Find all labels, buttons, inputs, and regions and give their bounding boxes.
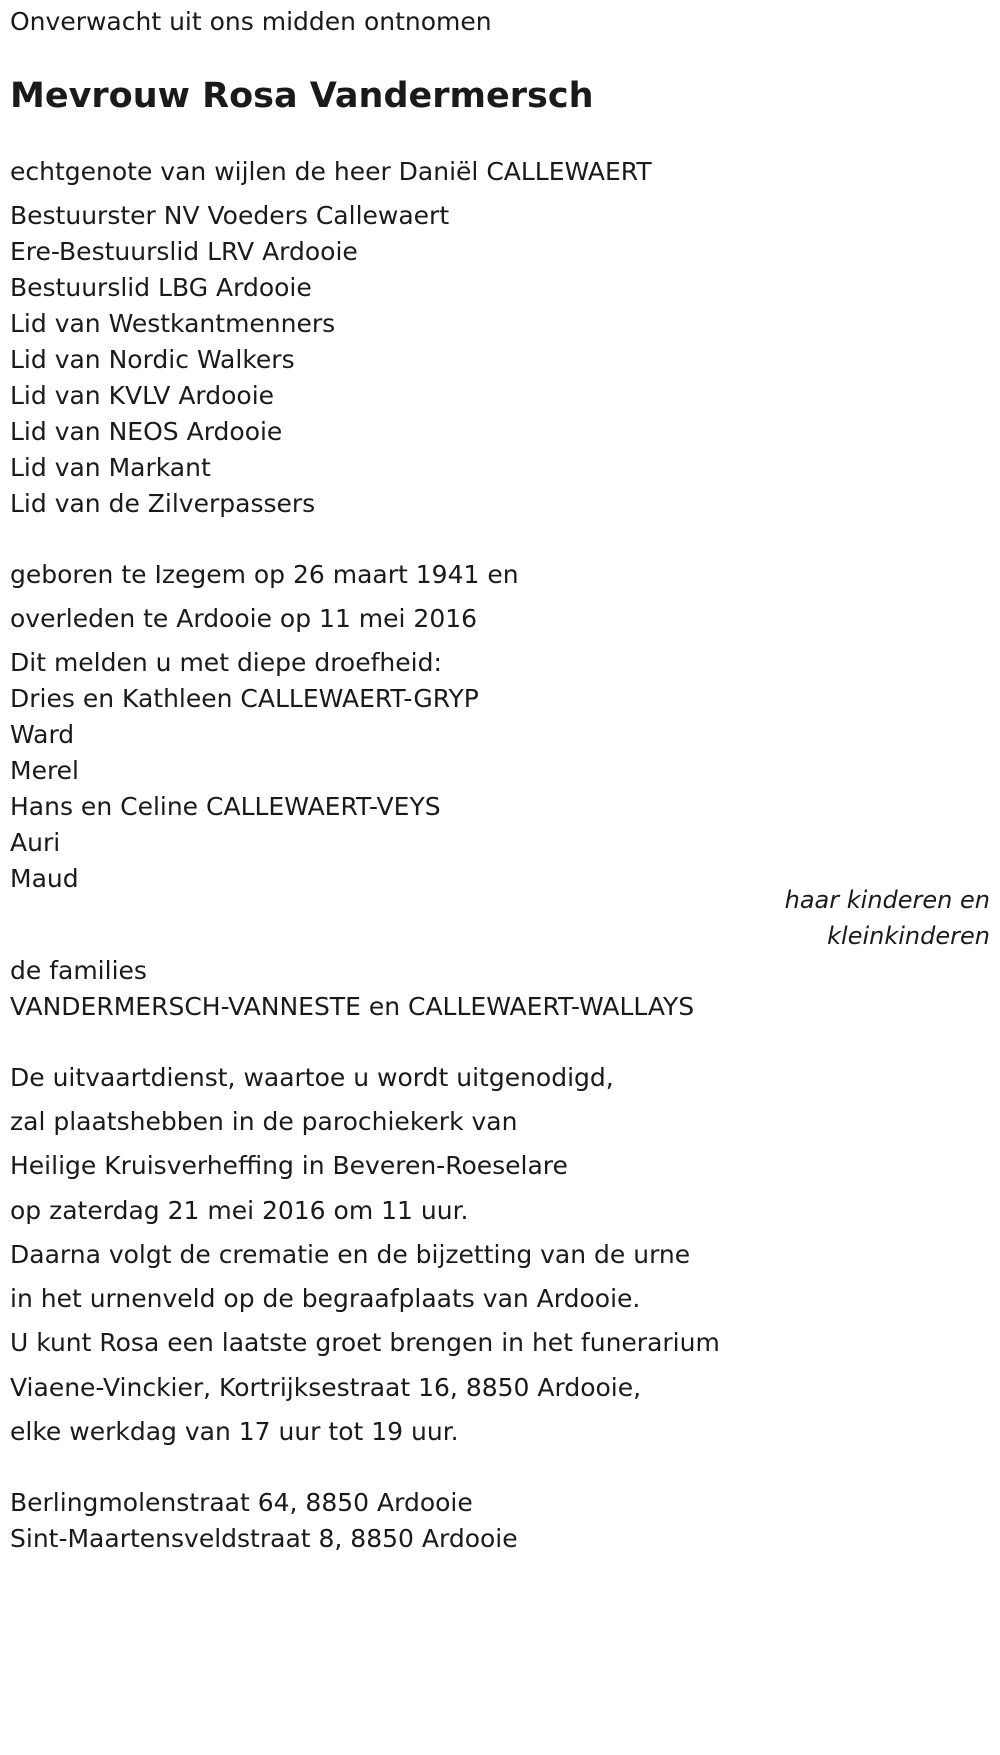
- born-line: geboren te Izegem op 26 maart 1941 en: [10, 560, 519, 589]
- service-line: zal plaatshebben in de parochiekerk van: [10, 1107, 518, 1136]
- role-line: Lid van NEOS Ardooie: [10, 417, 283, 446]
- role-line: Lid van Nordic Walkers: [10, 345, 295, 374]
- service-line: Daarna volgt de crematie en de bijzetting van de urne: [10, 1240, 691, 1269]
- service-line: De uitvaartdienst, waartoe u wordt uitgenodigd,: [10, 1063, 614, 1092]
- family-line: Ward: [10, 720, 75, 749]
- role-line: Ere-Bestuurslid LRV Ardooie: [10, 237, 358, 266]
- role-line: Bestuurster NV Voeders Callewaert: [10, 201, 450, 230]
- died-line: overleden te Ardooie op 11 mei 2016: [10, 604, 478, 633]
- spouse-line: echtgenote van wijlen de heer Daniël CALLEWAERT: [10, 157, 652, 186]
- families-line: de families: [10, 956, 147, 985]
- service-line: U kunt Rosa een laatste groet brengen in het funerarium: [10, 1328, 720, 1357]
- announce-line: Dit melden u met diepe droefheid:: [10, 648, 442, 677]
- address-line: Berlingmolenstraat 64, 8850 Ardooie: [10, 1488, 473, 1517]
- role-line: Lid van Westkantmenners: [10, 309, 336, 338]
- family-note-line: kleinkinderen: [827, 922, 990, 950]
- family-line: Dries en Kathleen CALLEWAERT-GRYP: [10, 684, 479, 713]
- family-line: Maud: [10, 864, 79, 893]
- deceased-name: Mevrouw Rosa Vandermersch: [10, 76, 594, 116]
- families-line: VANDERMERSCH-VANNESTE en CALLEWAERT-WALLAYS: [10, 992, 695, 1021]
- family-line: Merel: [10, 756, 80, 785]
- service-line: Viaene-Vinckier, Kortrijksestraat 16, 8850 Ardooie,: [10, 1373, 642, 1402]
- family-line: Auri: [10, 828, 61, 857]
- service-line: Heilige Kruisverheffing in Beveren-Roeselare: [10, 1151, 568, 1180]
- role-line: Lid van Markant: [10, 453, 211, 482]
- service-line: op zaterdag 21 mei 2016 om 11 uur.: [10, 1196, 469, 1225]
- service-line: elke werkdag van 17 uur tot 19 uur.: [10, 1417, 459, 1446]
- intro-line: Onverwacht uit ons midden ontnomen: [10, 7, 492, 36]
- service-line: in het urnenveld op de begraafplaats van Ardooie.: [10, 1284, 641, 1313]
- role-line: Lid van KVLV Ardooie: [10, 381, 275, 410]
- family-note-line: haar kinderen en: [784, 886, 990, 914]
- role-line: Lid van de Zilverpassers: [10, 489, 316, 518]
- address-line: Sint-Maartensveldstraat 8, 8850 Ardooie: [10, 1524, 518, 1553]
- role-line: Bestuurslid LBG Ardooie: [10, 273, 312, 302]
- family-line: Hans en Celine CALLEWAERT-VEYS: [10, 792, 441, 821]
